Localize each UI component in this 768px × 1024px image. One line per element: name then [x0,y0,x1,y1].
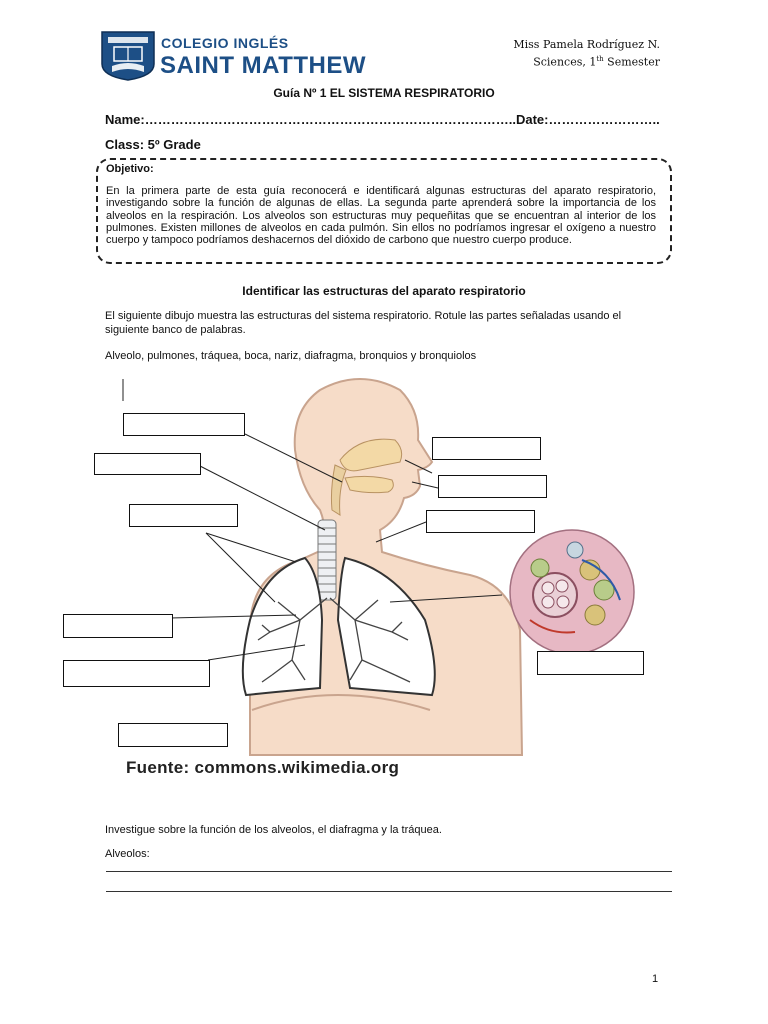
teacher-name: Miss Pamela Rodríguez N. [513,38,660,51]
label-box-lungs[interactable] [129,504,238,527]
school-name-main: SAINT MATTHEW [160,52,367,79]
page-title: Guía Nº 1 EL SISTEMA RESPIRATORIO [273,86,495,100]
page-number: 1 [652,973,659,985]
subject-prefix: Sciences, 1 [533,55,597,69]
school-logo [100,30,156,82]
school-name-top: COLEGIO INGLÉS [161,35,289,51]
teacher-info [513,38,660,70]
subject-suffix: Semester [603,55,660,69]
objective-text: En la primera parte de esta guía reconocerá e identificará algunas estructuras del aparato respiratorio, investigando sobre la función de algunas de ellas. La segunda parte aprenderá sobre la importancia de los alveolos en la respiración. Los alveolos son estructuras muy pequeñitas que se encuentran al interior de los pulmones. Existen millones de alveolos en cada pulmón. Sin ellos no podríamos ingresar el oxígeno a nuestro cuerpo y tampoco podríamos deshacernos del dióxido de carbono que nuestro cuerpo produce. [106,185,656,247]
section-title: Identificar las estructuras del aparato respiratorio [242,284,526,298]
subject-sup: th [596,55,604,63]
label-box-bronchi[interactable] [63,614,173,638]
word-bank: Alveolo, pulmones, tráquea, boca, nariz, diafragma, bronquios y bronquiolos [105,350,477,362]
subject-line [513,52,660,70]
label-box-oral[interactable] [438,475,547,498]
image-source: Fuente: commons.wikimedia.org [126,758,400,777]
objective-heading: Objetivo: [106,163,154,175]
answer-line[interactable] [106,891,672,892]
label-box-nose[interactable] [123,413,245,436]
label-box-diaphragm[interactable] [118,723,228,747]
answer-line[interactable] [106,871,672,872]
trachea [318,520,336,600]
oral-cavity [345,476,393,492]
label-box-alveolus[interactable] [537,651,644,675]
question-text: Investigue sobre la función de los alveolos, el diafragma y la tráquea. [105,824,442,836]
respiratory-diagram [0,370,768,760]
label-box-mouth[interactable] [94,453,201,475]
instructions: El siguiente dibujo muestra las estructuras del sistema respiratorio. Rotule las partes señaladas usando el siguiente banco de palabras. [105,310,622,336]
label-box-nasal[interactable] [432,437,541,460]
label-box-trachea[interactable] [426,510,535,533]
label-box-bronchioles[interactable] [63,660,210,687]
class-field: Class: 5º Grade [105,137,201,152]
name-date-field: Name:…………………………………………………………………………..Date:…………………….. [105,112,660,127]
answer-label: Alveolos: [105,848,150,860]
alveoli-inset [510,530,634,654]
